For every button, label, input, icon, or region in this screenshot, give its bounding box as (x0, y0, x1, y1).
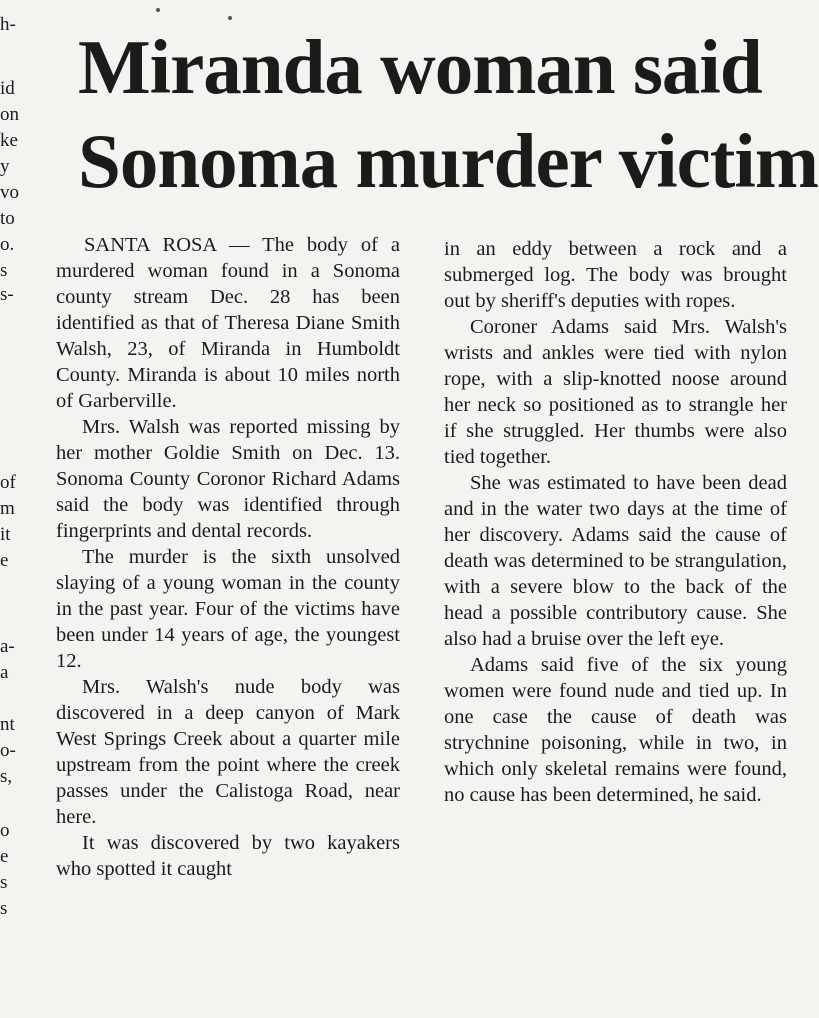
gutter-fragment: s, (0, 766, 13, 787)
headline-line-1: Miranda woman said (78, 24, 762, 110)
gutter-fragment: s- (0, 284, 14, 305)
gutter-fragment: o- (0, 740, 16, 761)
gutter-fragment: of (0, 472, 16, 493)
gutter-fragment: e (0, 846, 9, 867)
gutter-fragment: y (0, 156, 10, 177)
article-column-right (444, 236, 787, 808)
article-paragraph: She was estimated to have been dead and in the water two days at the time of her discovery. Adams said the cause of death was determined to be strangulation, with a severe blow to the back of the head a possible contributory cause. She also had a bruise over the left eye. (444, 472, 787, 650)
gutter-fragment: nt (0, 714, 15, 735)
gutter-fragment: o. (0, 234, 15, 255)
article-paragraph: Coroner Adams said Mrs. Walsh's wrists and ankles were tied with nylon rope, with a slip-knotted noose around her neck so positioned as to strangle her if she struggled. Her thumbs were also tied together. (444, 316, 787, 468)
gutter-fragment: e (0, 550, 9, 571)
gutter-fragment: m (0, 498, 15, 519)
print-speck (156, 8, 160, 12)
headline-line-2: Sonoma murder victim (78, 118, 818, 204)
gutter-fragment: a (0, 662, 9, 683)
gutter-fragment: on (0, 104, 19, 125)
article-paragraph: SANTA ROSA — The body of a murdered woman found in a Sonoma county stream Dec. 28 has been identified as that of Theresa Diane Smith Walsh, 23, of Miranda in Humboldt County. Miranda is about 10 miles north of Garberville. (56, 234, 400, 412)
gutter-fragment: ke (0, 130, 18, 151)
article-paragraph: It was discovered by two kayakers who spotted it caught (56, 832, 400, 880)
adjacent-column-fragment (0, 0, 24, 1018)
gutter-fragment: id (0, 78, 15, 99)
article-paragraph: in an eddy between a rock and a submerged log. The body was brought out by sheriff's deputies with ropes. (444, 238, 787, 312)
gutter-fragment: s (0, 260, 8, 281)
headline (78, 20, 818, 208)
gutter-fragment: s (0, 898, 8, 919)
article-paragraph: The murder is the sixth unsolved slaying of a young woman in the county in the past year. Four of the victims have been under 14 years of age, the youngest 12. (56, 546, 400, 672)
article-paragraph: Mrs. Walsh was reported missing by her mother Goldie Smith on Dec. 13. Sonoma County Coronor Richard Adams said the body was identified through fingerprints and dental records. (56, 416, 400, 542)
gutter-fragment: o (0, 820, 10, 841)
gutter-fragment: s (0, 872, 8, 893)
article-paragraph: Adams said five of the six young women were found nude and tied up. In one case the cause of death was strychnine poisoning, while in two, in which only skeletal remains were found, no cause has been determined, he said. (444, 654, 787, 806)
gutter-fragment: to (0, 208, 15, 229)
gutter-fragment: a- (0, 636, 15, 657)
article-paragraph: Mrs. Walsh's nude body was discovered in a deep canyon of Mark West Springs Creek about a quarter mile upstream from the point where the creek passes under the Calistoga Road, near here. (56, 676, 400, 828)
gutter-fragment: h- (0, 14, 16, 35)
gutter-fragment: vo (0, 182, 19, 203)
article-column-left (56, 232, 400, 882)
gutter-fragment: it (0, 524, 11, 545)
